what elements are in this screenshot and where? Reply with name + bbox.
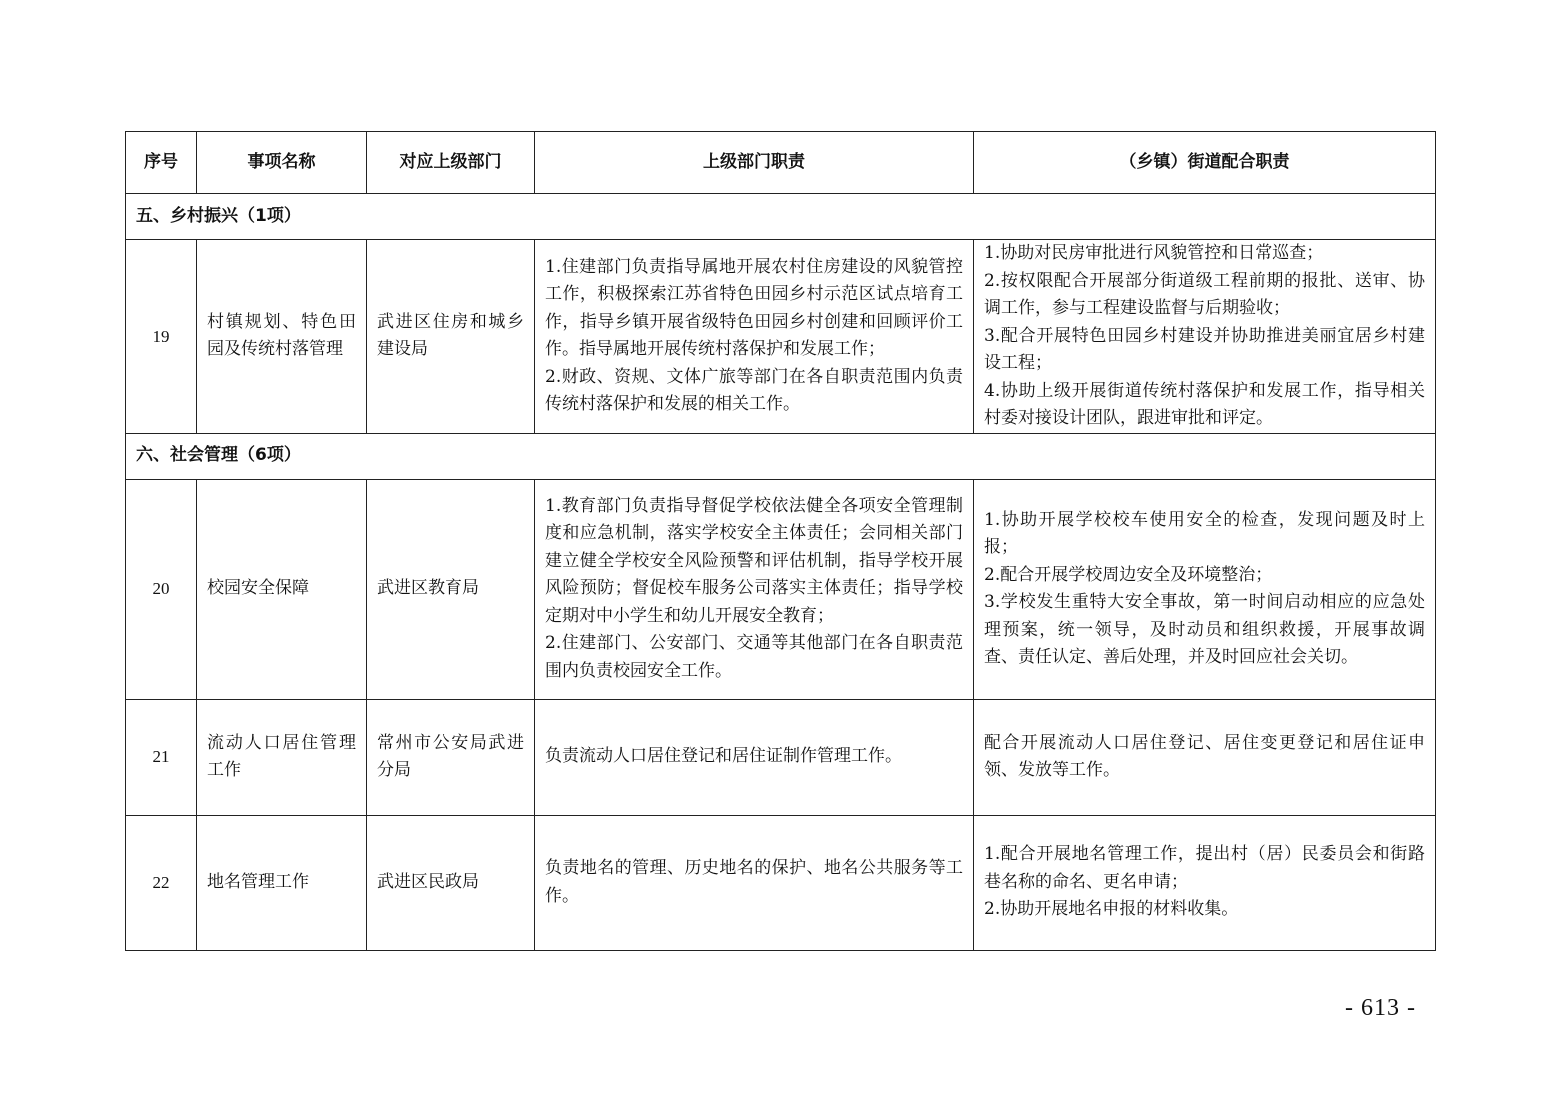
- row-item-name: 村镇规划、特色田园及传统村落管理: [197, 240, 367, 434]
- row-item-name: 校园安全保障: [197, 479, 367, 699]
- table-row: [126, 699, 1436, 815]
- duty-line: 2.协助开展地名申报的材料收集。: [984, 899, 1239, 920]
- duty-line: 2.住建部门、公安部门、交通等其他部门在各自职责范围内负责校园安全工作。: [545, 633, 963, 681]
- section-title: 六、社会管理（6项）: [126, 433, 1436, 479]
- header-superior-duty: 上级部门职责: [535, 132, 974, 194]
- duty-line: 负责流动人口居住登记和居住证制作管理工作。: [545, 746, 902, 767]
- header-seq: 序号: [126, 132, 197, 194]
- duty-line: 2.财政、资规、文体广旅等部门在各自职责范围内负责传统村落保护和发展的相关工作。: [545, 366, 963, 415]
- header-row: [126, 132, 1436, 194]
- row-superior-duty: [535, 240, 974, 434]
- duty-line: 配合开展流动人口居住登记、居住变更登记和居住证申领、发放等工作。: [984, 732, 1425, 780]
- duty-line: 3.配合开展特色田园乡村建设并协助推进美丽宜居乡村建设工程；: [984, 325, 1425, 373]
- row-street-duty: [974, 815, 1436, 950]
- row-item-name: 地名管理工作: [197, 815, 367, 950]
- table-row: [126, 240, 1436, 434]
- row-superior-duty: [535, 815, 974, 950]
- duty-line: 负责地名的管理、历史地名的保护、地名公共服务等工作。: [545, 858, 963, 906]
- row-street-duty: [974, 699, 1436, 815]
- page-number: - 613 -: [1345, 995, 1416, 1021]
- row-superior-duty: [535, 699, 974, 815]
- section-title: 五、乡村振兴（1项）: [126, 194, 1436, 240]
- section-row: [126, 433, 1436, 479]
- header-item-name: 事项名称: [197, 132, 367, 194]
- header-superior-dept: 对应上级部门: [367, 132, 535, 194]
- row-street-duty: [974, 240, 1436, 434]
- duty-line: 1.协助对民房审批进行风貌管控和日常巡查；: [984, 243, 1324, 263]
- table-row: [126, 815, 1436, 950]
- duty-line: 3.学校发生重特大安全事故，第一时间启动相应的应急处理预案，统一领导，及时动员和组织救援，开展事故调查、责任认定、善后处理，并及时回应社会关切。: [984, 592, 1425, 667]
- row-superior-dept: 武进区民政局: [367, 815, 535, 950]
- row-seq: 22: [126, 815, 197, 950]
- row-superior-dept: 武进区教育局: [367, 479, 535, 699]
- header-street-duty: （乡镇）街道配合职责: [974, 132, 1436, 194]
- duty-line: 2.配合开展学校周边安全及环境整治；: [984, 564, 1273, 585]
- row-seq: 19: [126, 240, 197, 434]
- row-item-name: 流动人口居住管理工作: [197, 699, 367, 815]
- table-row: [126, 479, 1436, 699]
- duty-line: 1.教育部门负责指导督促学校依法健全各项安全管理制度和应急机制，落实学校安全主体责任；会同相关部门建立健全学校安全风险预警和评估机制，指导学校开展风险预防；督促校车服务公司落实主体责任；指导学校定期对中小学生和幼儿开展安全教育；: [545, 495, 963, 626]
- row-street-duty: [974, 479, 1436, 699]
- duty-line: 1.配合开展地名管理工作，提出村（居）民委员会和街路巷名称的命名、更名申请；: [984, 844, 1425, 892]
- row-seq: 20: [126, 479, 197, 699]
- duty-line: 1.住建部门负责指导属地开展农村住房建设的风貌管控工作，积极探索江苏省特色田园乡村示范区试点培育工作，指导乡镇开展省级特色田园乡村创建和回顾评价工作。指导属地开展传统村落保护和发展工作；: [545, 256, 963, 360]
- duty-table: [125, 131, 1436, 951]
- section-row: [126, 194, 1436, 240]
- row-superior-dept: 武进区住房和城乡建设局: [367, 240, 535, 434]
- duty-line: 2.按权限配合开展部分街道级工程前期的报批、送审、协调工作，参与工程建设监督与后期验收；: [984, 270, 1425, 318]
- duty-line: 1.协助开展学校校车使用安全的检查，发现问题及时上报；: [984, 509, 1425, 557]
- row-seq: 21: [126, 699, 197, 815]
- row-superior-dept: 常州市公安局武进分局: [367, 699, 535, 815]
- duty-line: 4.协助上级开展街道传统村落保护和发展工作，指导相关村委对接设计团队，跟进审批和评定。: [984, 380, 1425, 428]
- row-superior-duty: [535, 479, 974, 699]
